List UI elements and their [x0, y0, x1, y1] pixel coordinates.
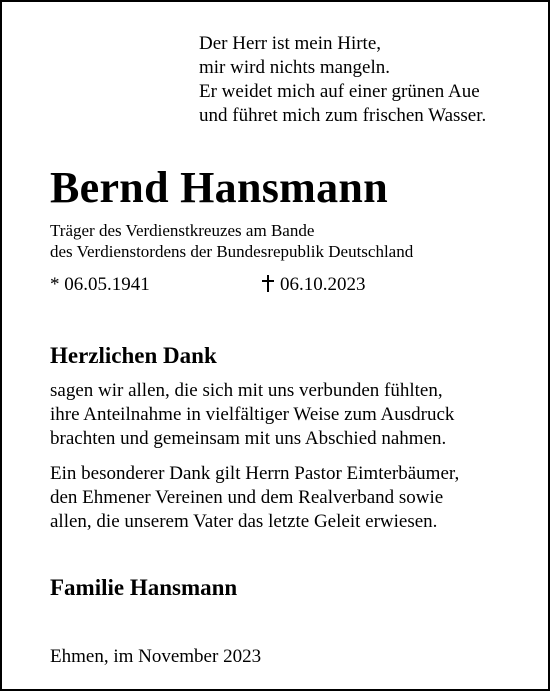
- deceased-name: Bernd Hansmann: [50, 163, 388, 212]
- death-date-row: [262, 273, 366, 297]
- paragraph-line: sagen wir allen, die sich mit uns verbunden fühlten,: [50, 380, 443, 401]
- honor-line: Träger des Verdienstkreuzes am Bande: [50, 221, 315, 240]
- honor-line: des Verdienstordens der Bundesrepublik Deutschland: [50, 242, 414, 261]
- cross-icon: [262, 275, 274, 292]
- paragraph-line: allen, die unserem Vater das letzte Geleit erwiesen.: [50, 511, 438, 532]
- honor-description: [50, 220, 413, 262]
- thanks-paragraph-1: [50, 379, 454, 451]
- verse-line: Er weidet mich auf einer grünen Aue: [199, 81, 480, 102]
- paragraph-line: Ein besonderer Dank gilt Herrn Pastor Eimterbäumer,: [50, 463, 460, 484]
- paragraph-line: den Ehmener Vereinen und dem Realverband sowie: [50, 487, 444, 508]
- verse-line: und führet mich zum frischen Wasser.: [199, 105, 487, 126]
- birth-date: * 06.05.1941: [50, 274, 150, 295]
- verse-line: mir wird nichts mangeln.: [199, 57, 391, 78]
- thanks-heading: Herzlichen Dank: [50, 343, 217, 368]
- psalm-verse: [199, 32, 486, 128]
- death-date: 06.10.2023: [280, 274, 366, 295]
- family-signature: Familie Hansmann: [50, 575, 238, 600]
- paragraph-line: brachten und gemeinsam mit uns Abschied nahmen.: [50, 428, 447, 449]
- place-and-date: Ehmen, im November 2023: [50, 646, 262, 667]
- verse-line: Der Herr ist mein Hirte,: [199, 33, 382, 54]
- thanks-paragraph-2: [50, 462, 459, 534]
- paragraph-line: ihre Anteilnahme in vielfältiger Weise zum Ausdruck: [50, 404, 455, 425]
